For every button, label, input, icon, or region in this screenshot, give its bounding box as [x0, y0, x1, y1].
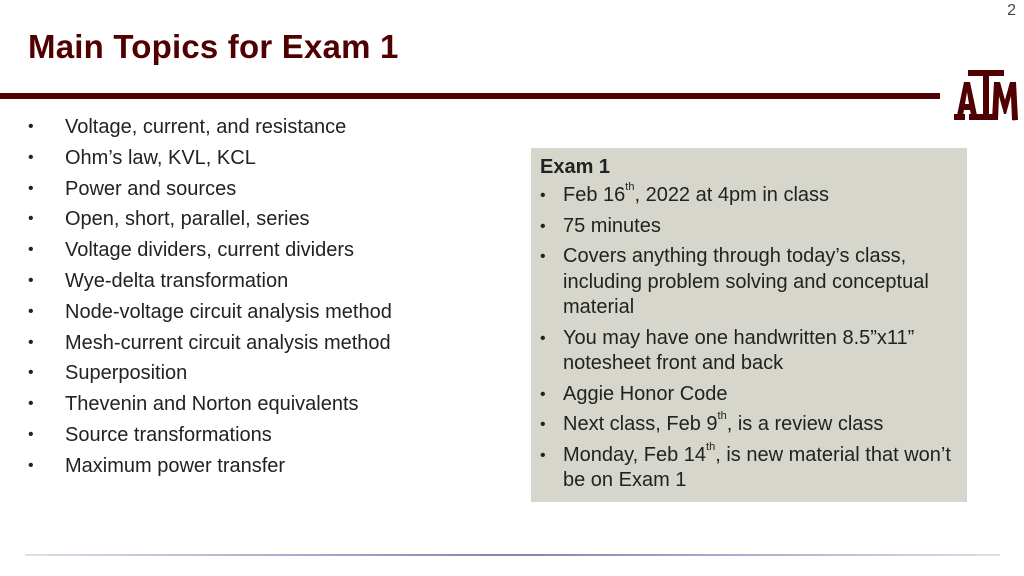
list-item: • Power and sources	[28, 174, 392, 205]
list-item: • Voltage dividers, current dividers	[28, 235, 392, 266]
bullet-icon: •	[540, 416, 546, 433]
exam-heading: Exam 1	[540, 156, 611, 178]
list-item: • You may have one handwritten 8.5”x11” notesheet front and back	[540, 326, 915, 374]
page-title: Main Topics for Exam 1	[28, 28, 399, 65]
bullet-icon: •	[28, 179, 34, 197]
list-item: • Maximum power transfer	[28, 451, 392, 482]
list-item: • Mesh-current circuit analysis method	[28, 328, 392, 359]
bullet-icon: •	[28, 395, 34, 413]
list-item: • Voltage, current, and resistance	[28, 112, 392, 143]
bullet-icon: •	[28, 210, 34, 228]
slide-number: 2	[1007, 2, 1016, 19]
list-item: • Ohm’s law, KVL, KCL	[28, 143, 392, 174]
bullet-icon: •	[28, 148, 34, 166]
bullet-icon: •	[28, 333, 34, 351]
list-item: • Monday, Feb 14th, is new material that won’t be on Exam 1	[540, 440, 951, 491]
atm-logo-icon	[954, 70, 1018, 122]
footer-rule	[25, 554, 1000, 556]
list-item: • Superposition	[28, 358, 392, 389]
list-item: • Feb 16th, 2022 at 4pm in class	[540, 183, 967, 209]
list-item: • Thevenin and Norton equivalents	[28, 389, 392, 420]
topic-list	[28, 112, 392, 482]
list-item: • Aggie Honor Code	[540, 382, 967, 408]
exam-details-list	[540, 183, 967, 494]
bullet-icon: •	[28, 456, 34, 474]
list-item: • Source transformations	[28, 420, 392, 451]
bullet-icon: •	[28, 271, 34, 289]
bullet-icon: •	[28, 425, 34, 443]
list-item: • Open, short, parallel, series	[28, 204, 392, 235]
bullet-icon: •	[540, 248, 546, 265]
bullet-icon: •	[540, 217, 546, 235]
svg-text:®: ®	[1012, 117, 1016, 122]
list-item: • Next class, Feb 9th, is a review class	[540, 412, 967, 438]
bullet-icon: •	[28, 118, 34, 135]
title-rule	[0, 93, 940, 99]
list-item: • Node-voltage circuit analysis method	[28, 297, 392, 328]
bullet-icon: •	[540, 187, 546, 204]
bullet-icon: •	[28, 302, 34, 320]
list-item: • 75 minutes	[540, 214, 967, 240]
bullet-icon: •	[540, 329, 546, 347]
bullet-icon: •	[540, 385, 546, 403]
bullet-icon: •	[28, 241, 34, 259]
list-item: • Covers anything through today’s class, including problem solving and conceptual material	[540, 245, 929, 318]
list-item: • Wye-delta transformation	[28, 266, 392, 297]
bullet-icon: •	[28, 364, 34, 382]
bullet-icon: •	[540, 446, 546, 464]
exam-info-box	[531, 148, 967, 502]
